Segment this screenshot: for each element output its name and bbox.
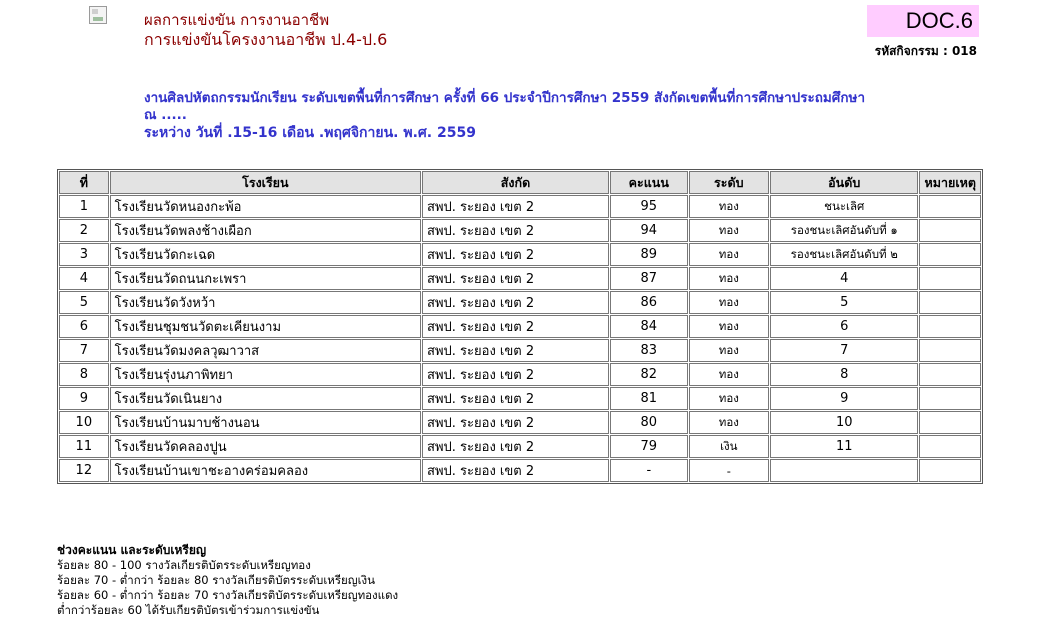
row-no: 6 xyxy=(59,315,109,338)
row-level: ทอง xyxy=(689,195,769,218)
row-score: 81 xyxy=(610,387,688,410)
row-no: 12 xyxy=(59,459,109,482)
header-no: ที่ xyxy=(59,171,109,194)
row-note xyxy=(919,411,981,434)
row-no: 5 xyxy=(59,291,109,314)
row-school: โรงเรียนวัดคลองปูน xyxy=(110,435,421,458)
row-level: ทอง xyxy=(689,339,769,362)
row-note xyxy=(919,219,981,242)
row-rank xyxy=(770,459,918,482)
row-no: 3 xyxy=(59,243,109,266)
row-no: 11 xyxy=(59,435,109,458)
row-note xyxy=(919,435,981,458)
row-rank: 6 xyxy=(770,315,918,338)
row-rank: 8 xyxy=(770,363,918,386)
row-school: โรงเรียนชุมชนวัดตะเคียนงาม xyxy=(110,315,421,338)
table-row xyxy=(59,339,981,362)
legend-line: ร้อยละ 80 - 100 รางวัลเกียรติบัตรระดับเหรียญทอง xyxy=(57,558,311,572)
row-note xyxy=(919,267,981,290)
row-note xyxy=(919,291,981,314)
table-row xyxy=(59,387,981,410)
header-rank: อันดับ xyxy=(770,171,918,194)
row-school: โรงเรียนวัดพลงช้างเผือก xyxy=(110,219,421,242)
legend-line: ร้อยละ 60 - ต่ำกว่า ร้อยละ 70 รางวัลเกียรติบัตรระดับเหรียญทองแดง xyxy=(57,588,399,602)
row-school: โรงเรียนวัดหนองกะพ้อ xyxy=(110,195,421,218)
row-school: โรงเรียนวัดเนินยาง xyxy=(110,387,421,410)
row-level: ทอง xyxy=(689,363,769,386)
row-rank: 5 xyxy=(770,291,918,314)
row-rank: 4 xyxy=(770,267,918,290)
row-level: - xyxy=(689,459,769,482)
page-title xyxy=(144,10,387,50)
row-no: 9 xyxy=(59,387,109,410)
row-affiliation: สพป. ระยอง เขต 2 xyxy=(422,411,609,434)
row-score: 94 xyxy=(610,219,688,242)
row-rank: รองชนะเลิศอันดับที่ ๒ xyxy=(770,243,918,266)
row-score: 89 xyxy=(610,243,688,266)
doc-badge: DOC.6 xyxy=(867,5,979,37)
row-affiliation: สพป. ระยอง เขต 2 xyxy=(422,267,609,290)
row-affiliation: สพป. ระยอง เขต 2 xyxy=(422,243,609,266)
row-school: โรงเรียนวัดถนนกะเพรา xyxy=(110,267,421,290)
row-affiliation: สพป. ระยอง เขต 2 xyxy=(422,363,609,386)
row-level: ทอง xyxy=(689,387,769,410)
row-rank: 10 xyxy=(770,411,918,434)
row-affiliation: สพป. ระยอง เขต 2 xyxy=(422,387,609,410)
row-note xyxy=(919,363,981,386)
row-affiliation: สพป. ระยอง เขต 2 xyxy=(422,315,609,338)
header-level: ระดับ xyxy=(689,171,769,194)
event-description: งานศิลปหัตถกรรมนักเรียน ระดับเขตพื้นที่การศึกษา ครั้งที่ 66 ประจำปีการศึกษา 2559 สังกัดเขตพื้นที่การศึกษาประถมศึกษา ณ ..... xyxy=(144,90,866,123)
row-school: โรงเรียนวัดกะเฉด xyxy=(110,243,421,266)
table-row xyxy=(59,435,981,458)
title-line-2: การแข่งขันโครงงานอาชีพ ป.4-ป.6 xyxy=(144,30,388,49)
row-note xyxy=(919,387,981,410)
row-score: 79 xyxy=(610,435,688,458)
row-rank: 11 xyxy=(770,435,918,458)
row-rank: ชนะเลิศ xyxy=(770,195,918,218)
table-row xyxy=(59,363,981,386)
row-affiliation: สพป. ระยอง เขต 2 xyxy=(422,195,609,218)
row-no: 1 xyxy=(59,195,109,218)
row-level: เงิน xyxy=(689,435,769,458)
row-no: 4 xyxy=(59,267,109,290)
header-affiliation: สังกัด xyxy=(422,171,609,194)
row-affiliation: สพป. ระยอง เขต 2 xyxy=(422,435,609,458)
row-school: โรงเรียนรุ่งนภาพิทยา xyxy=(110,363,421,386)
row-school: โรงเรียนวัดวังหว้า xyxy=(110,291,421,314)
row-level: ทอง xyxy=(689,243,769,266)
row-score: 82 xyxy=(610,363,688,386)
row-rank: รองชนะเลิศอันดับที่ ๑ xyxy=(770,219,918,242)
results-table xyxy=(57,169,983,484)
row-note xyxy=(919,195,981,218)
legend-title: ช่วงคะแนน และระดับเหรียญ xyxy=(57,543,207,557)
row-no: 7 xyxy=(59,339,109,362)
table-row xyxy=(59,243,981,266)
row-no: 8 xyxy=(59,363,109,386)
activity-code: รหัสกิจกรรม : 018 xyxy=(874,44,977,58)
row-score: - xyxy=(610,459,688,482)
row-affiliation: สพป. ระยอง เขต 2 xyxy=(422,291,609,314)
row-note xyxy=(919,315,981,338)
row-rank: 7 xyxy=(770,339,918,362)
row-no: 10 xyxy=(59,411,109,434)
row-affiliation: สพป. ระยอง เขต 2 xyxy=(422,219,609,242)
row-level: ทอง xyxy=(689,291,769,314)
row-score: 87 xyxy=(610,267,688,290)
row-no: 2 xyxy=(59,219,109,242)
row-score: 84 xyxy=(610,315,688,338)
row-level: ทอง xyxy=(689,411,769,434)
row-rank: 9 xyxy=(770,387,918,410)
row-level: ทอง xyxy=(689,315,769,338)
row-score: 86 xyxy=(610,291,688,314)
medal-legend xyxy=(57,543,398,618)
row-note xyxy=(919,339,981,362)
row-affiliation: สพป. ระยอง เขต 2 xyxy=(422,339,609,362)
header-score: คะแนน xyxy=(610,171,688,194)
row-score: 83 xyxy=(610,339,688,362)
table-row xyxy=(59,267,981,290)
row-school: โรงเรียนวัดมงคลวุฒาวาส xyxy=(110,339,421,362)
table-row xyxy=(59,459,981,482)
row-note xyxy=(919,243,981,266)
row-score: 80 xyxy=(610,411,688,434)
table-header-row xyxy=(59,171,981,194)
row-school: โรงเรียนบ้านเขาชะอางคร่อมคลอง xyxy=(110,459,421,482)
title-line-1: ผลการแข่งขัน การงานอาชีพ xyxy=(144,11,330,29)
row-school: โรงเรียนบ้านมาบช้างนอน xyxy=(110,411,421,434)
row-score: 95 xyxy=(610,195,688,218)
table-row xyxy=(59,411,981,434)
broken-image-icon xyxy=(89,6,107,24)
legend-line: ต่ำกว่าร้อยละ 60 ได้รับเกียรติบัตรเข้าร่วมการแข่งขัน xyxy=(57,603,320,617)
row-note xyxy=(919,459,981,482)
row-level: ทอง xyxy=(689,219,769,242)
table-row xyxy=(59,195,981,218)
header-note: หมายเหตุ xyxy=(919,171,981,194)
row-level: ทอง xyxy=(689,267,769,290)
table-row xyxy=(59,291,981,314)
legend-line: ร้อยละ 70 - ต่ำกว่า ร้อยละ 80 รางวัลเกียรติบัตรระดับเหรียญเงิน xyxy=(57,573,375,587)
header-school: โรงเรียน xyxy=(110,171,421,194)
event-date: ระหว่าง วันที่ .15-16 เดือน .พฤศจิกายน. พ.ศ. 2559 xyxy=(144,125,476,141)
event-info xyxy=(144,90,874,142)
table-row xyxy=(59,315,981,338)
row-affiliation: สพป. ระยอง เขต 2 xyxy=(422,459,609,482)
table-row xyxy=(59,219,981,242)
